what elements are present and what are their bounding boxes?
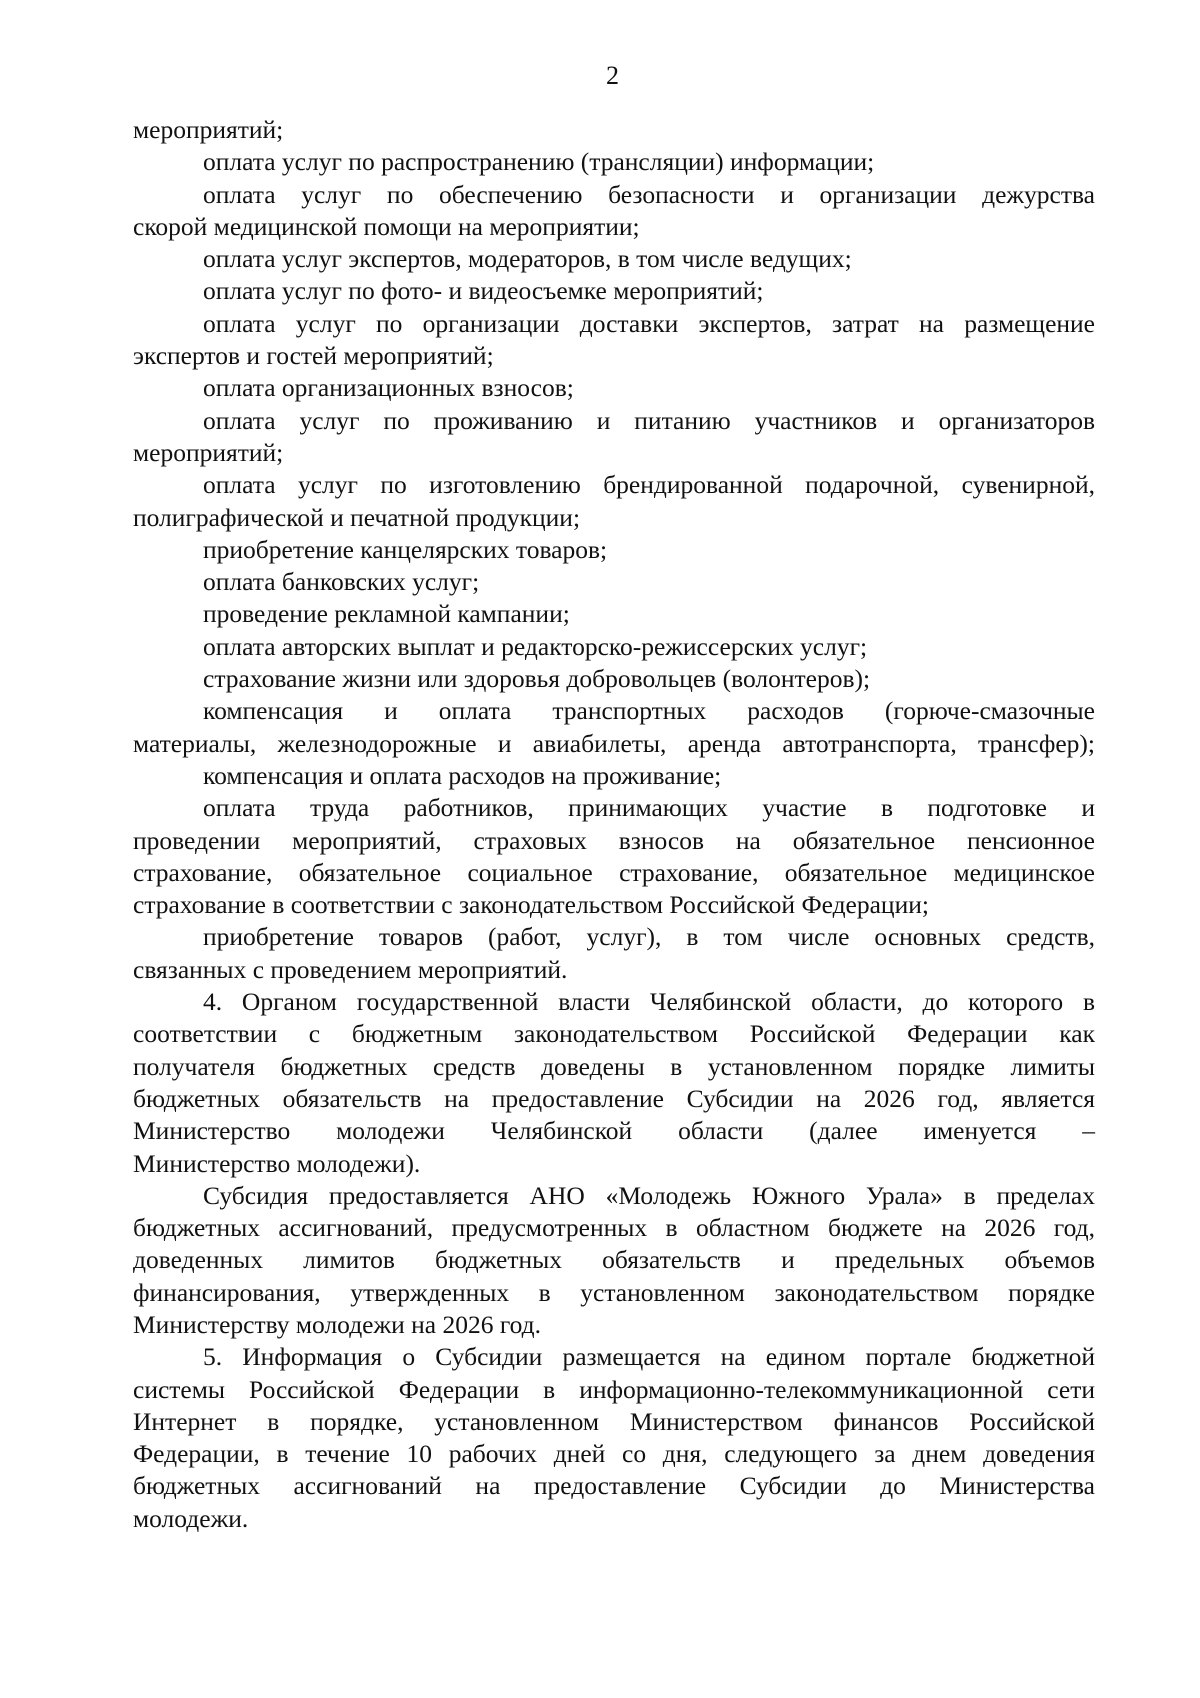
text-line: оплата авторских выплат и редакторско-режиссерских услуг; bbox=[203, 631, 868, 661]
text-line: системы Российской Федерации в информационно-телекоммуникационной сети bbox=[133, 1374, 1095, 1404]
text-line: соответствии с бюджетным законодательством Российской Федерации как bbox=[133, 1019, 1095, 1049]
text-line: получателя бюджетных средств доведены в установленном порядке лимиты bbox=[133, 1051, 1095, 1081]
text-line: приобретение канцелярских товаров; bbox=[203, 534, 608, 564]
text-line: страхование, обязательное социальное страхование, обязательное медицинское bbox=[133, 857, 1095, 887]
text-line: Министерство молодежи). bbox=[133, 1148, 421, 1178]
text-line: оплата услуг по обеспечению безопасности и организации дежурства bbox=[203, 179, 1095, 209]
text-line: бюджетных обязательств на предоставление Субсидии на 2026 год, является bbox=[133, 1083, 1095, 1113]
text-line: компенсация и оплата транспортных расходов (горюче-смазочные bbox=[203, 696, 1095, 726]
text-line: бюджетных ассигнований на предоставление Субсидии до Министерства bbox=[133, 1471, 1095, 1501]
text-line: доведенных лимитов бюджетных обязательств и предельных объемов bbox=[133, 1245, 1095, 1275]
text-line: компенсация и оплата расходов на проживание; bbox=[203, 760, 722, 790]
text-line: финансирования, утвержденных в установленном законодательством порядке bbox=[133, 1277, 1095, 1307]
text-line: Министерству молодежи на 2026 год. bbox=[133, 1309, 542, 1339]
text-line: оплата банковских услуг; bbox=[203, 567, 480, 597]
text-line: оплата организационных взносов; bbox=[203, 373, 574, 403]
text-line: оплата услуг по организации доставки экспертов, затрат на размещение bbox=[203, 308, 1095, 338]
text-line: оплата труда работников, принимающих участие в подготовке и bbox=[203, 793, 1095, 823]
page-number: 2 bbox=[606, 61, 619, 90]
text-line: страхование в соответствии с законодательством Российской Федерации; bbox=[133, 890, 929, 920]
text-line: оплата услуг по изготовлению брендированной подарочной, сувенирной, bbox=[203, 470, 1095, 500]
text-line: бюджетных ассигнований, предусмотренных в областном бюджете на 2026 год, bbox=[133, 1213, 1095, 1243]
document-body bbox=[133, 114, 1095, 1535]
text-line: связанных с проведением мероприятий. bbox=[133, 954, 568, 984]
text-line: проведении мероприятий, страховых взносов на обязательное пенсионное bbox=[133, 825, 1095, 855]
text-line: оплата услуг по распространению (трансляции) информации; bbox=[203, 147, 875, 177]
text-line: полиграфической и печатной продукции; bbox=[133, 502, 581, 532]
text-line: материалы, железнодорожные и авиабилеты, аренда автотранспорта, трансфер); bbox=[133, 728, 1095, 758]
text-line: скорой медицинской помощи на мероприятии; bbox=[133, 211, 640, 241]
text-line: оплата услуг по проживанию и питанию участников и организаторов bbox=[203, 405, 1095, 435]
text-line: проведение рекламной кампании; bbox=[203, 599, 570, 629]
text-line: 5. Информация о Субсидии размещается на едином портале бюджетной bbox=[203, 1342, 1095, 1372]
text-line: молодежи. bbox=[133, 1503, 249, 1533]
text-line: экспертов и гостей мероприятий; bbox=[133, 341, 494, 371]
text-line: мероприятий; bbox=[133, 115, 284, 144]
text-line: Министерство молодежи Челябинской области (далее именуется – bbox=[133, 1116, 1095, 1146]
text-line: Субсидия предоставляется АНО «Молодежь Южного Урала» в пределах bbox=[203, 1180, 1095, 1210]
text-line: страхование жизни или здоровья добровольцев (волонтеров); bbox=[203, 664, 871, 694]
text-line: мероприятий; bbox=[133, 437, 284, 467]
text-line: приобретение товаров (работ, услуг), в том числе основных средств, bbox=[203, 922, 1095, 952]
text-line: оплата услуг по фото- и видеосъемке мероприятий; bbox=[203, 276, 764, 306]
text-line: Интернет в порядке, установленном Министерством финансов Российской bbox=[133, 1406, 1095, 1436]
text-line: Федерации, в течение 10 рабочих дней со дня, следующего за днем доведения bbox=[133, 1439, 1095, 1469]
text-line: 4. Органом государственной власти Челябинской области, до которого в bbox=[203, 987, 1095, 1017]
text-line: оплата услуг экспертов, модераторов, в том числе ведущих; bbox=[203, 244, 852, 274]
